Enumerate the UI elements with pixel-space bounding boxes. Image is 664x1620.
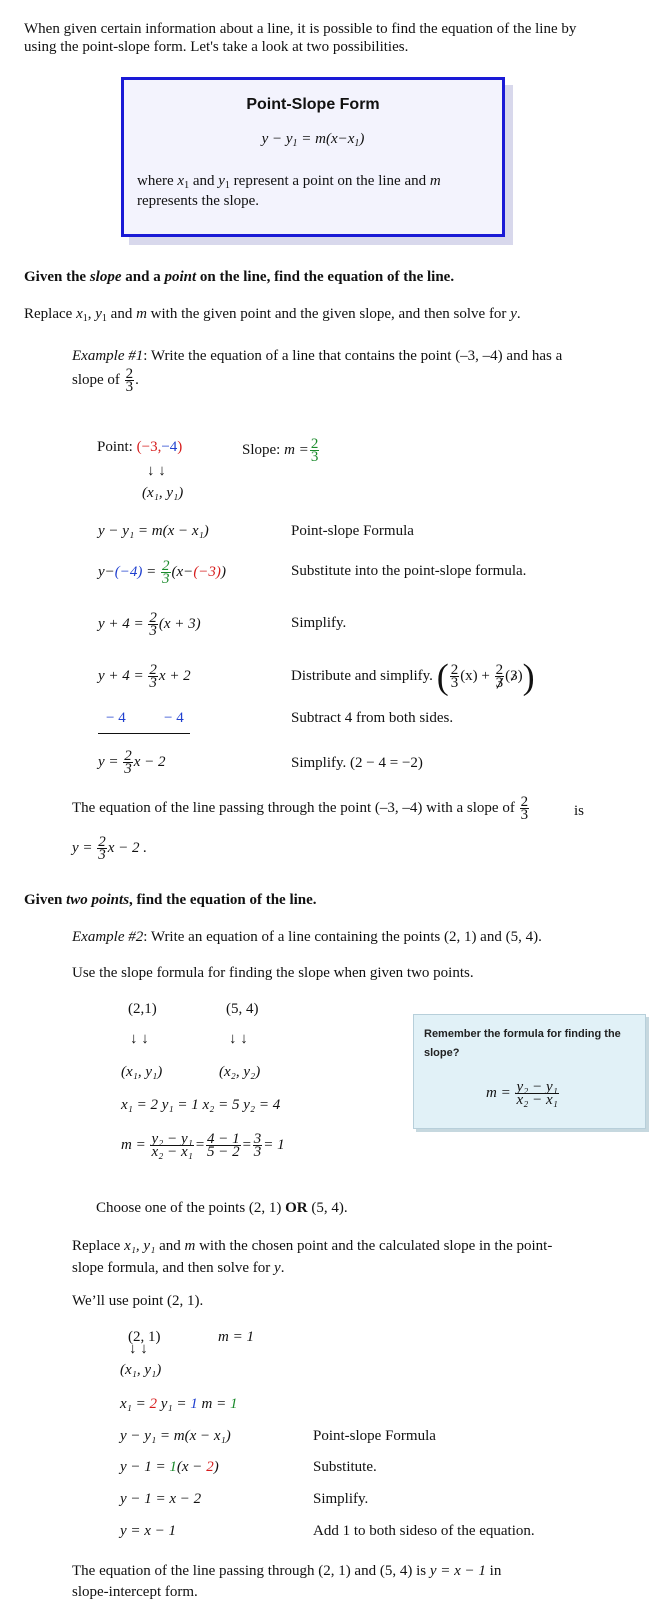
slope-intro: Use the slope formula for finding the slope when given two points. [72, 965, 474, 981]
example1-prompt-line2: slope of $\frac{2}{3}$ . [72, 366, 139, 395]
ex2-step3-eq: y − 1 = x − 2 [120, 1491, 202, 1507]
reminder-text: Remember the formula for finding the slope? [424, 1028, 621, 1059]
ex1-step3-eq: y + 4 = $\frac{2}{3}$ (x + 3) [98, 610, 201, 639]
chosen-assignments: x₁ = 2 y₁ = 1 m = 1 [120, 1396, 238, 1412]
example1-conclusion: The equation of the line passing through the point (–3, –4) with a slope of $\frac{2}{3}$ [72, 794, 529, 823]
subtraction-rule [98, 733, 190, 734]
chosen-vars: (x₁, y₁) [120, 1362, 162, 1378]
point-given: Point: (−3,−4) [97, 439, 183, 455]
ex1-step2-eq: y−(−4) = $\frac{2}{3}$ (x−(−3)) [98, 558, 226, 587]
use-point: We’ll use point (2, 1). [72, 1293, 204, 1309]
ex2-step4-desc: Add 1 to both sideso of the equation. [313, 1523, 535, 1539]
ex1-step1-desc: Point-slope Formula [291, 523, 414, 539]
ex1-step2-desc: Substitute into the point-slope formula. [291, 563, 527, 579]
intro-paragraph: When given certain information about a line, it is possible to find the equation of the line by using the point-slope form. Let's take a look at two possibilities. [24, 21, 577, 55]
point2-arrows: ↓ ↓ [229, 1031, 248, 1047]
point2-vars: (x₂, y₂) [219, 1064, 261, 1080]
box-formula: $y - y_1 = m(x-x_1)$ [261, 131, 365, 149]
point1: (2,1) [128, 1001, 157, 1017]
ex1-step6-eq: y = $\frac{2}{3}$ x − 2 [98, 748, 166, 777]
box-title: Point-Slope Form [246, 96, 380, 113]
ex1-step5-left: − 4 [106, 710, 126, 726]
choose-point: Choose one of the points (2, 1) OR (5, 4). [96, 1200, 348, 1216]
mapping-vars: (x₁, y₁) [142, 485, 184, 501]
point2: (5, 4) [226, 1001, 259, 1017]
ex2-step2-eq: y − 1 = 1(x − 2) [120, 1459, 219, 1475]
coordinate-assignments: x₁ = 2 y₁ = 1 x₂ = 5 y₂ = 4 [121, 1097, 281, 1113]
section2-heading: Given two points, find the equation of the line. [24, 892, 317, 908]
section1-heading: Given the slope and a point on the line, find the equation of the line. [24, 269, 455, 285]
point-slope-form-box [121, 77, 505, 237]
example2-conclusion: The equation of the line passing through (2, 1) and (5, 4) is y = x − 1 in [72, 1563, 502, 1579]
slope-given: Slope: m = $\frac{2}{3}$ [242, 436, 319, 465]
ex2-step1-eq: y − y₁ = m(x − x₁) [120, 1428, 231, 1444]
slope-calculation: m = $\frac{\text{y₂ − y₁}}{\text{x₂ − x₁}}$ = $\frac{4 - 1}{5 - 2}$ = $\frac{3}{3}$ = 1 [121, 1131, 285, 1160]
chosen-slope: m = 1 [218, 1329, 254, 1345]
point1-arrows: ↓ ↓ [130, 1031, 149, 1047]
replace-instruction-line2: slope formula, and then solve for y. [72, 1260, 285, 1276]
ex1-step3-desc: Simplify. [291, 615, 347, 631]
ex1-step4-eq: y + 4 = $\frac{2}{3}$ x + 2 [98, 662, 191, 691]
chosen-arrows: ↓ ↓ [129, 1341, 148, 1357]
ex2-step3-desc: Simplify. [313, 1491, 369, 1507]
example2-prompt: Example #2: Write an equation of a line containing the points (2, 1) and (5, 4). [72, 929, 542, 945]
example1-conclusion-is: is [574, 803, 585, 819]
ex2-step4-eq: y = x − 1 [120, 1523, 177, 1539]
ex1-step5-right: − 4 [164, 710, 184, 726]
box-description: where $x_1$ and $y_1$ represent a point on the line and m [137, 173, 441, 191]
mapping-arrows: ↓ ↓ [147, 463, 166, 479]
section1-instruction: Replace $x_1$, $y_1$ and m with the given point and the given slope, and then solve for y. [24, 306, 521, 324]
ex2-step2-desc: Substitute. [313, 1459, 377, 1475]
ex1-step6-desc: Simplify. (2 − 4 = −2) [291, 755, 423, 771]
ex1-step5-desc: Subtract 4 from both sides. [291, 710, 454, 726]
reminder-formula: m = $\frac{\text{y₂ − y₁}}{\text{x₂ − x₁}}$ [486, 1079, 558, 1108]
box-description-line2: represents the slope. [137, 193, 260, 209]
slope-formula-reminder [413, 1014, 646, 1129]
ex2-step1-desc: Point-slope Formula [313, 1428, 436, 1444]
example1-prompt: Example #1: Write the equation of a line that contains the point (–3, –4) and has a [72, 348, 563, 364]
ex1-step4-desc: Distribute and simplify. ( $\frac{2}{3}$ (x) + $\frac{2}{3}$ (3)) [291, 656, 535, 697]
example2-conclusion-line2: slope-intercept form. [72, 1584, 198, 1600]
ex1-step1-eq: y − y₁ = m(x − x₁) [98, 523, 209, 539]
point1-vars: (x₁, y₁) [121, 1064, 163, 1080]
example1-conclusion-eq: y = $\frac{2}{3}$ x − 2 . [72, 834, 148, 863]
chosen-point: (2, 1) [128, 1329, 161, 1345]
replace-instruction: Replace x₁, y₁ and m with the chosen point and the calculated slope in the point- [72, 1238, 553, 1254]
